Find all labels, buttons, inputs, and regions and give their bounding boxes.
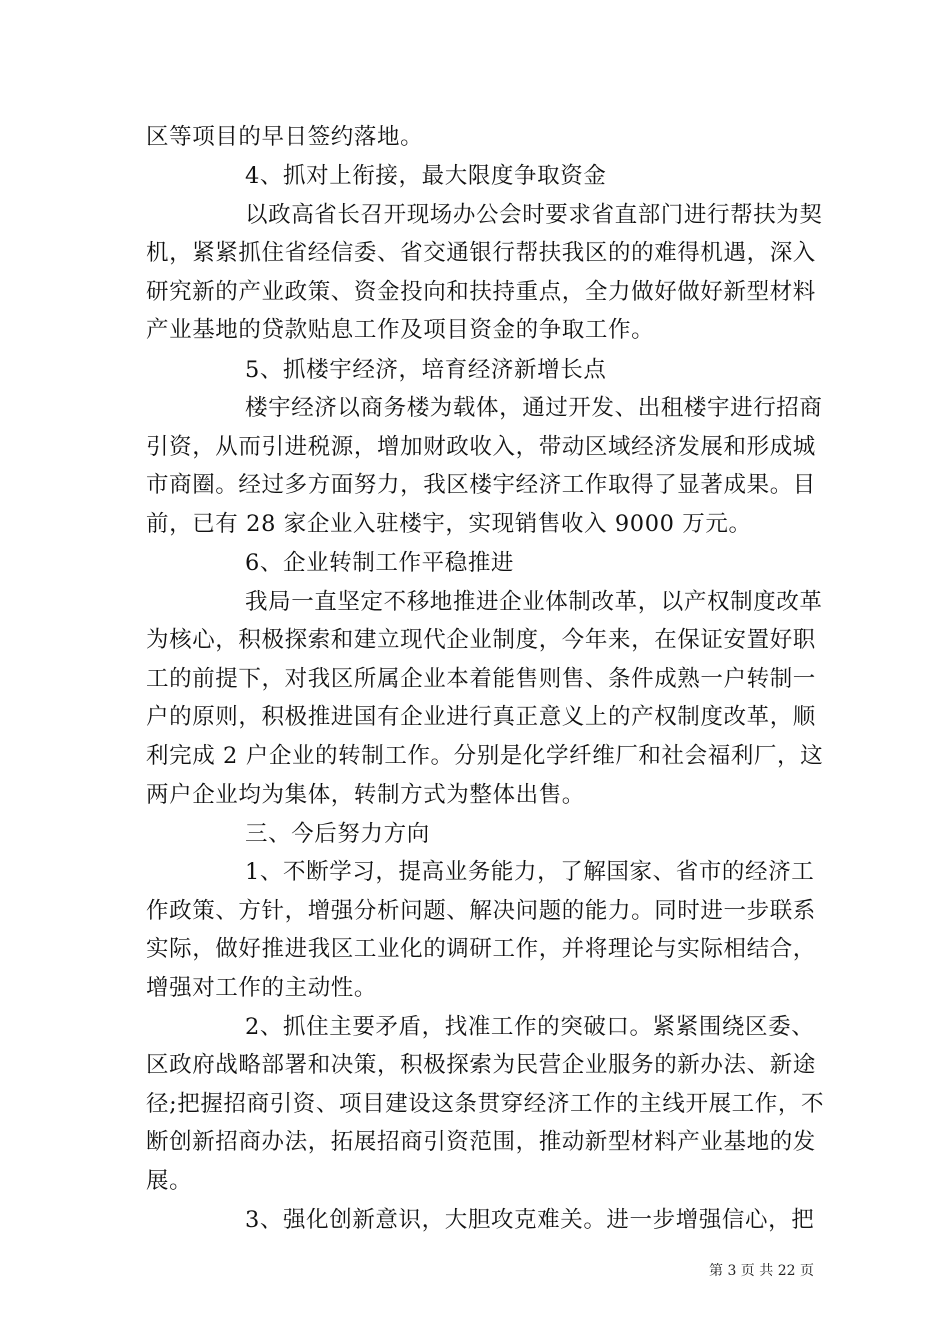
text-line: 户的原则，积极推进国有企业进行真正意义上的产权制度改革，顺	[146, 704, 816, 730]
text-line: 区政府战略部署和决策，积极探索为民营企业服务的新办法、新途	[146, 1052, 816, 1078]
text-line: 市商圈。经过多方面努力，我区楼宇经济工作取得了显著成果。目	[146, 472, 816, 498]
text-line: 2、抓住主要矛盾，找准工作的突破口。紧紧围绕区委、	[245, 1014, 815, 1040]
text-line: 区等项目的早日签约落地。	[146, 124, 424, 150]
text-line: 以政高省长召开现场办公会时要求省直部门进行帮扶为契	[245, 202, 823, 228]
section-heading: 6、企业转制工作平稳推进	[245, 550, 515, 576]
section-heading: 4、抓对上衔接，最大限度争取资金	[245, 163, 607, 189]
section-heading: 三、今后努力方向	[245, 821, 430, 847]
text-line: 机，紧紧抓住省经信委、省交通银行帮扶我区的的难得机遇，深入	[146, 240, 816, 266]
text-line: 1、不断学习，提高业务能力，了解国家、省市的经济工	[245, 859, 815, 885]
text-line: 前，已有 28 家企业入驻楼宇，实现销售收入 9000 万元。	[146, 511, 752, 537]
text-line: 实际，做好推进我区工业化的调研工作，并将理论与实际相结合，	[146, 936, 816, 962]
text-line: 研究新的产业政策、资金投向和扶持重点，全力做好做好新型材料	[146, 279, 816, 305]
text-line: 两户企业均为集体，转制方式为整体出售。	[146, 782, 585, 808]
section-heading: 5、抓楼宇经济，培育经济新增长点	[245, 357, 607, 383]
text-line: 利完成 2 户企业的转制工作。分别是化学纤维厂和社会福利厂，这	[146, 743, 824, 769]
text-line: 我局一直坚定不移地推进企业体制改革，以产权制度改革	[245, 589, 823, 615]
text-line: 3、强化创新意识，大胆攻克难关。进一步增强信心，把	[245, 1207, 815, 1233]
text-line: 增强对工作的主动性。	[146, 975, 378, 1001]
text-line: 楼宇经济以商务楼为载体，通过开发、出租楼宇进行招商	[245, 395, 823, 421]
text-line: 径;把握招商引资、项目建设这条贯穿经济工作的主线开展工作，不	[146, 1091, 825, 1117]
text-line: 引资，从而引进税源，增加财政收入，带动区域经济发展和形成城	[146, 434, 816, 460]
page-number: 第 3 页 共 22 页	[709, 1263, 814, 1279]
text-line: 断创新招商办法，拓展招商引资范围，推动新型材料产业基地的发	[146, 1129, 816, 1155]
text-line: 产业基地的贷款贴息工作及项目资金的争取工作。	[146, 317, 655, 343]
text-line: 工的前提下，对我区所属企业本着能售则售、条件成熟一户转制一	[146, 666, 816, 692]
text-line: 展。	[146, 1168, 193, 1194]
text-line: 作政策、方针，增强分析问题、解决问题的能力。同时进一步联系	[146, 898, 816, 924]
text-line: 为核心，积极探索和建立现代企业制度，今年来，在保证安置好职	[146, 627, 816, 653]
